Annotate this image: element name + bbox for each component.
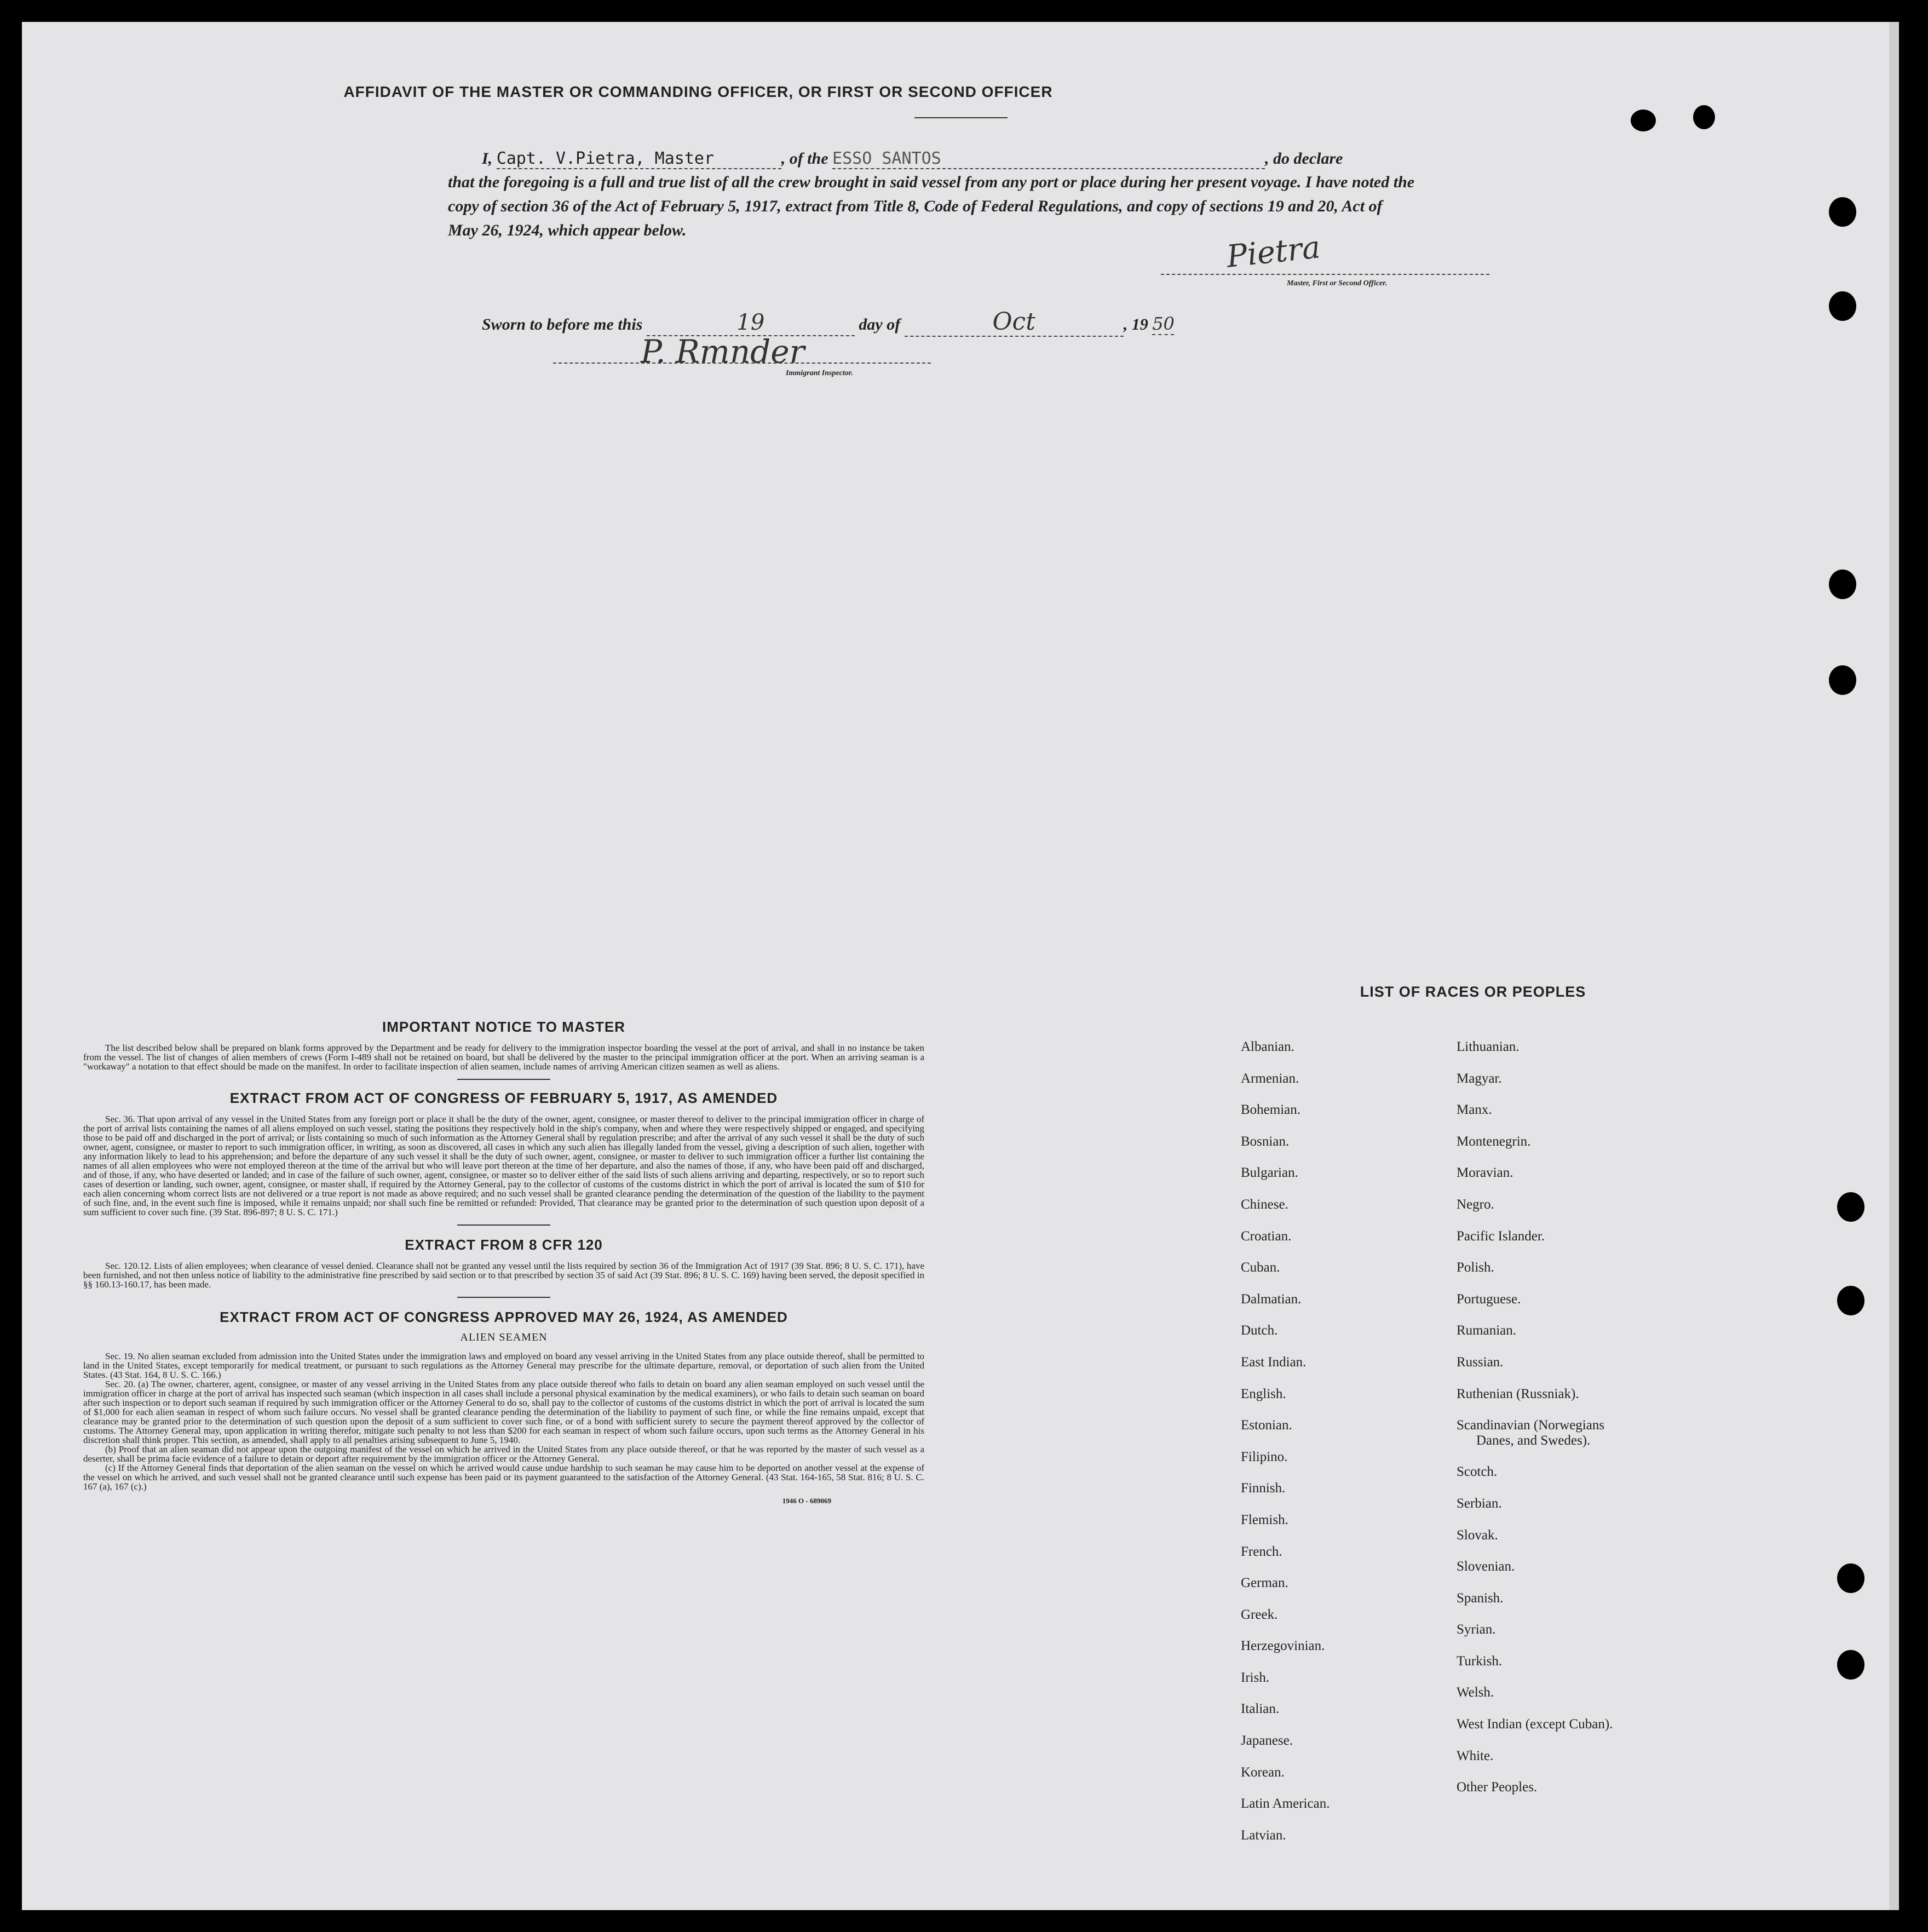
- race-item: East Indian.: [1241, 1354, 1307, 1370]
- race-item: Other Peoples.: [1457, 1780, 1538, 1795]
- race-item: Slovenian.: [1457, 1559, 1515, 1574]
- sworn-month-field: [905, 308, 1124, 337]
- race-item: Rumanian.: [1457, 1323, 1517, 1338]
- races-column-2: [1457, 1039, 1613, 1812]
- race-item: Chinese.: [1241, 1197, 1288, 1212]
- sworn-label: Sworn to before me this: [482, 315, 643, 334]
- race-item: Estonian.: [1241, 1418, 1292, 1433]
- vessel-name-field: [832, 149, 1265, 169]
- race-item: Syrian.: [1457, 1622, 1496, 1637]
- race-item: Bulgarian.: [1241, 1165, 1298, 1181]
- race-item: Filipino.: [1241, 1449, 1288, 1464]
- sec20b-paragraph: (b) Proof that an alien seaman did not appear upon the outgoing manifest of the vessel on which he arrived in the United States from any place outside thereof, or that he was reported by the master of such vessel as a deserter, shall be prima facie evidence of a failure to detain or deport after requirement by the immigration officer or the Attorney General.: [83, 1444, 924, 1464]
- race-item: Finnish.: [1241, 1481, 1286, 1496]
- race-item: Bohemian.: [1241, 1102, 1301, 1118]
- race-item: Scotch.: [1457, 1464, 1498, 1480]
- affidavit-title: AFFIDAVIT OF THE MASTER OR COMMANDING OFFICER, OR FIRST OR SECOND OFFICER: [343, 83, 1053, 100]
- declaration-line-3: copy of section 36 of the Act of February 5, 1917, extract from Title 8, Code of Federal Regulations, and copy of sections 19 and 20, Act of: [448, 197, 1383, 215]
- race-item: White.: [1457, 1748, 1494, 1763]
- race-item: Italian.: [1241, 1701, 1280, 1717]
- race-item: Dutch.: [1241, 1323, 1278, 1338]
- master-caption: Master, First or Second Officer.: [1287, 279, 1388, 288]
- title-rule: [914, 117, 1008, 118]
- declaration-line-1: [482, 149, 1522, 169]
- race-item: Herzegovinian.: [1241, 1638, 1325, 1654]
- inspector-caption: Immigrant Inspector.: [786, 369, 853, 377]
- sworn-year: 50: [1152, 313, 1175, 334]
- master-signature: Pietra: [1225, 229, 1322, 275]
- race-item: Scandinavian (Norwegians: [1457, 1418, 1605, 1433]
- binder-hole: [1829, 570, 1856, 599]
- race-item: Bosnian.: [1241, 1134, 1290, 1149]
- race-item: Croatian.: [1241, 1228, 1292, 1244]
- sworn-day-field: [647, 310, 855, 336]
- race-item: West Indian (except Cuban).: [1457, 1717, 1613, 1732]
- year-field: [1152, 313, 1174, 335]
- race-item: Pacific Islander.: [1457, 1228, 1545, 1244]
- i-label: I,: [482, 150, 493, 168]
- race-item: German.: [1241, 1576, 1288, 1591]
- binder-hole: [1837, 1192, 1864, 1222]
- binder-hole: [1829, 665, 1856, 695]
- race-item: French.: [1241, 1544, 1282, 1559]
- race-item: English.: [1241, 1386, 1286, 1401]
- do-declare-label: , do declare: [1265, 150, 1343, 168]
- extract-1917-heading: EXTRACT FROM ACT OF CONGRESS OF FEBRUARY 5, 1917, AS AMENDED: [229, 1090, 778, 1106]
- race-item: Russian.: [1457, 1354, 1504, 1370]
- inspector-signature-line: [553, 363, 931, 364]
- binder-hole: [1829, 291, 1856, 321]
- master-name-field: [497, 149, 781, 169]
- race-item: Manx.: [1457, 1102, 1492, 1118]
- notice-heading: IMPORTANT NOTICE TO MASTER: [382, 1019, 625, 1035]
- race-item: Danes, and Swedes).: [1476, 1433, 1591, 1448]
- races-column-1: [1241, 1039, 1330, 1859]
- race-item: Cuban.: [1241, 1260, 1280, 1275]
- vessel-name: ESSO SANTOS: [832, 149, 941, 168]
- sec20a-paragraph: Sec. 20. (a) The owner, charterer, agent, consignee, or master of any vessel arriving in the United States from any place outside thereof who fails to detain on board any alien seaman employed on such vessel until the immigration officer in charge at the port of arrival has inspected such seaman (which inspection in all cases shall include a personal physical examination by the medical examiners), or who fails to detain such seaman on board after such inspection or to deport such seaman if required by such immigration officer or the Attorney General to do so, shall pay to the collector of customs of the customs district in which the port of arrival is located the sum of $1,000 for each alien seaman in respect of whom such failure occurs. No vessel shall be granted clearance pending the determination of the liability to payment of such fine, or while the fine remains unpaid, except that clearance may be granted prior to the determination of such question upon the deposit of a sum sufficient to cover such fine, or of a bond with sufficient surety to secure the payment thereof approved by the collector of customs. The Attorney General may, upon application in writing therefor, mitigate such penalty to not less than $200 for each seaman in respect of whom such failure occurs, upon such terms as the Attorney General in his discretion shall think proper. This section, as amended, shall apply to all penalties arising subsequent to June 5, 1940.: [83, 1379, 924, 1445]
- alien-seamen-subheading: ALIEN SEAMEN: [460, 1331, 548, 1343]
- sec120-paragraph: Sec. 120.12. Lists of alien employees; when clearance of vessel denied. Clearance shall not be granted any vessel until the lists required by section 36 of the Immigration Act of 1917 (39 Stat. 896; 8 U. S. C. 171), have been furnished, and not then unless notice of liability to the administrative fine prescribed by said section or to that prescribed by section 35 of said Act (39 Stat. 896; 8 U. S. C. 169) having been served, the deposit specified in §§ 160.13-160.17, has been made.: [83, 1261, 924, 1290]
- sec36-paragraph: Sec. 36. That upon arrival of any vessel in the United States from any foreign port or place it shall be the duty of the owner, agent, consignee, or master thereof to deliver to the principal immigration officer in charge of the port of arrival lists containing the names of all aliens employed on such vessel, stating the positions they respectively hold in the ship's company, when and where they were respectively shipped or engaged, and specifying those to be paid off and discharged in the port of arrival; or lists containing so much of such information as the Attorney General shall by regulation prescribe; and after the arrival of any such vessel it shall be the duty of such owner, agent, consignee, or master to report to such immigration officer, in writing, as soon as discovered, all cases in which any such alien has illegally landed from the vessel, giving a description of such alien, together with any information likely to lead to his apprehension; and before the departure of any such vessel it shall be the duty of such owner, agent, consignee, or master to deliver to such immigration officer a further list containing the names of all alien employees who were not employed thereon at the time of the arrival but who will leave port thereon at the time of her departure, and also the names of those, if any, who have been paid off and discharged, and of those, if any, who have deserted or landed; and in case of the failure of such owner, agent, consignee, or master so to deliver either of the said lists of such aliens arriving and departing, respectively, or so to report such cases of desertion or landing, such owner, agent, consignee, or master shall, if required by the Attorney General, pay to the collector of customs of the customs district in which the port of arrival is located the sum of $10 for each alien concerning whom correct lists are not delivered or a true report is not made as above required; and no such vessel shall be granted clearance pending the determination of the question of the liability to the payment of such fine, and, in the event such fine is imposed, while it remains unpaid; nor shall such fine be remitted or refunded: Provided, That clearance may be granted prior to the determination of such question upon deposit of a sum sufficient to cover such fine. (39 Stat. 896-897; 8 U. S. C. 171.): [83, 1114, 924, 1217]
- divider-1: [457, 1079, 550, 1080]
- notice-paragraph: The list described below shall be prepared on blank forms approved by the Department and be ready for delivery to the immigration inspector boarding the vessel at the port of arrival, and shall in no instance be taken from the vessel. The list of changes of alien members of crews (Form I-489 shall not be retained on board, but shall be delivered by the master to the principal immigration officer at the port. When an arriving seaman is a "workaway" a notation to that effect should be made on the manifest. In order to facilitate inspection of alien seamen, include names of arriving American citizen seamen as well as aliens.: [83, 1043, 924, 1072]
- divider-2: [457, 1224, 550, 1226]
- sworn-month: Oct: [992, 308, 1035, 336]
- legal-section: [83, 1019, 924, 1505]
- binder-hole: [1829, 197, 1856, 227]
- race-item: Flemish.: [1241, 1512, 1288, 1527]
- master-signature-line: [1161, 274, 1489, 275]
- races-heading: LIST OF RACES OR PEOPLES: [1360, 984, 1586, 1000]
- race-item: Lithuanian.: [1457, 1039, 1520, 1054]
- declaration-line-4: May 26, 1924, which appear below.: [448, 221, 687, 239]
- print-code: 1946 O - 689069: [782, 1497, 831, 1505]
- punch-mark: [1631, 110, 1656, 131]
- race-item: Magyar.: [1457, 1071, 1502, 1086]
- race-item: Negro.: [1457, 1197, 1494, 1212]
- race-item: Welsh.: [1457, 1685, 1494, 1700]
- race-item: Portuguese.: [1457, 1291, 1521, 1307]
- race-item: Turkish.: [1457, 1653, 1503, 1669]
- extract-cfr-text: [83, 1261, 924, 1289]
- race-item: Polish.: [1457, 1260, 1494, 1275]
- day-of-label: day of: [859, 315, 901, 334]
- punch-mark: [1693, 105, 1715, 129]
- race-item: Serbian.: [1457, 1496, 1502, 1511]
- master-name: Capt. V.Pietra, Master: [496, 149, 715, 168]
- race-item: Ruthenian (Russniak).: [1457, 1386, 1579, 1401]
- race-item: Montenegrin.: [1457, 1134, 1531, 1149]
- race-item: Japanese.: [1241, 1733, 1293, 1749]
- race-item: Latin American.: [1241, 1796, 1330, 1812]
- binder-hole: [1837, 1563, 1864, 1593]
- of-the-label: , of the: [781, 150, 828, 168]
- extract-cfr-heading: EXTRACT FROM 8 CFR 120: [405, 1237, 603, 1253]
- race-item: Moravian.: [1457, 1165, 1513, 1181]
- extract-1917-text: [83, 1114, 924, 1217]
- race-item: Spanish.: [1457, 1590, 1504, 1606]
- race-item: Albanian.: [1241, 1039, 1294, 1054]
- race-item: Slovak.: [1457, 1527, 1498, 1543]
- race-item: Korean.: [1241, 1764, 1285, 1780]
- sworn-line: [482, 308, 1174, 337]
- binder-hole: [1837, 1650, 1864, 1680]
- year-prefix: , 19: [1123, 315, 1148, 334]
- sworn-day: 19: [736, 310, 765, 335]
- notice-text: [83, 1043, 924, 1071]
- sec19-paragraph: Sec. 19. No alien seaman excluded from admission into the United States under the immigration laws and employed on board any vessel arriving in the United States from any place outside thereof, shall be permitted to land in the United States, except temporarily for medical treatment, or pursuant to such regulations as the Attorney General may prescribe for the ultimate departure, removal, or deportation of such alien from the United States. (43 Stat. 164, 8 U. S. C. 166.): [83, 1351, 924, 1380]
- race-item: Latvian.: [1241, 1827, 1286, 1843]
- sec20c-paragraph: (c) If the Attorney General finds that deportation of the alien seaman on the vessel on which he arrived would cause undue hardship to such seaman he may cause him to be deported on another vessel at the expense of the vessel on which he arrived, and such vessel shall not be granted clearance until such expense has been paid or its payment guaranteed to the satisfaction of the Attorney General. (43 Stat. 164-165, 58 Stat. 816; 8 U. S. C. 167 (a), 167 (c).): [83, 1463, 924, 1492]
- extract-1924-heading: EXTRACT FROM ACT OF CONGRESS APPROVED MAY 26, 1924, AS AMENDED: [220, 1309, 788, 1325]
- binder-hole: [1837, 1286, 1864, 1315]
- race-item: Armenian.: [1241, 1071, 1299, 1086]
- divider-3: [457, 1297, 550, 1298]
- inspector-signature: P. Rmnder: [641, 333, 805, 370]
- declaration-line-2: that the foregoing is a full and true list of all the crew brought in said vessel from any port or place during her present voyage. I have noted the: [448, 173, 1415, 191]
- extract-1924-text: [83, 1352, 924, 1491]
- race-item: Irish.: [1241, 1670, 1270, 1685]
- race-item: Dalmatian.: [1241, 1291, 1302, 1307]
- document-page: [22, 22, 1899, 1910]
- race-item: Greek.: [1241, 1607, 1278, 1622]
